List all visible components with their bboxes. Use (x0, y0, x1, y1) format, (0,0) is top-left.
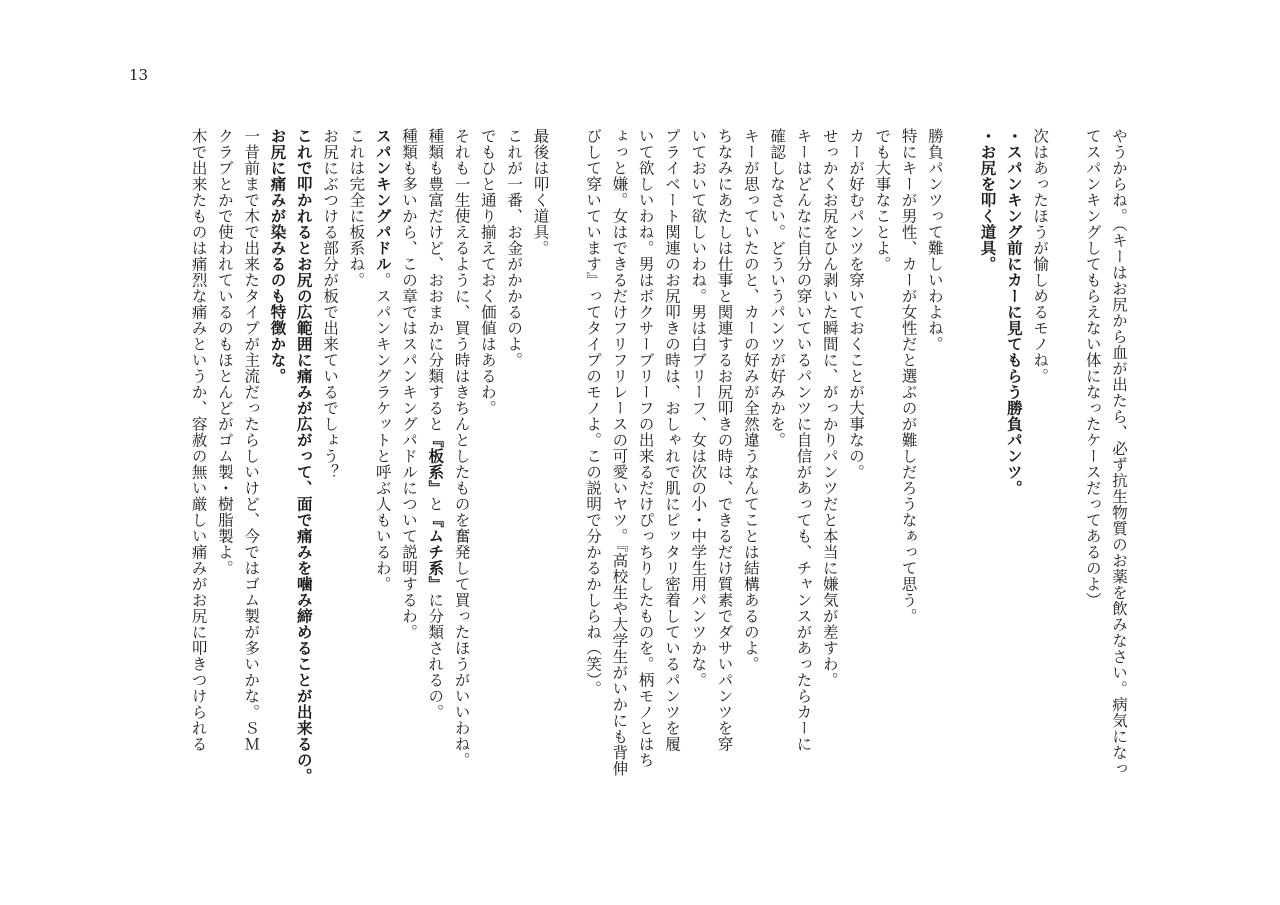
text-line: 次はあったほうが愉しめるモノね。 (1031, 128, 1050, 384)
text-line: プライベート関連のお尻叩きの時は、おしゃれで肌にピッタリ密着しているパンツを履 (662, 128, 681, 752)
text-line: ・スパンキング前にカーに見てもらう勝負パンツ。 (1004, 128, 1024, 496)
text-line: 種類も豊富だけど、おおまかに分類すると『板系』と『ムチ系』に分類されるの。 (426, 128, 446, 720)
text-line: 特にキーが男性、カーが女性だと選ぶのが難しだろうなぁって思う。 (899, 128, 918, 624)
vertical-body-text (185, 128, 1132, 784)
text-line: カーが好むパンツを穿いておくことが大事なの。 (847, 128, 866, 480)
text-line: 最後は叩く道具。 (531, 128, 550, 256)
text-line (1053, 128, 1079, 778)
text-line: びして穿いています』ってタイプのモノよ。この説明で分かるかしらね（笑）。 (584, 128, 603, 697)
text-line: でもひと通り揃えておく価値はあるわ。 (478, 128, 497, 416)
text-line: これで叩かれるとお尻の広範囲に痛みが広がって、面で痛みを噛み締めることが出来るの。 (294, 128, 314, 784)
text-line: スパンキングパドル。スパンキングラケットと呼ぶ人もいるわ。 (373, 128, 393, 592)
text-line: それも一生使えるように、買う時はきちんとしたものを奮発して買ったほうがいいわね。 (452, 128, 471, 768)
text-line: いておいて欲しいわね。男は白ブリーフ、女は次の小・中学生用パンツかな。 (689, 128, 708, 688)
text-line: てスパンキングしてもらえない体になったケースだってあるのよ） (1083, 128, 1102, 608)
text-line: いて欲しいわね。男はボクサーブリーフの出来るだけぴっちりしたものを。柄モノとはち (636, 128, 655, 768)
text-line: 種類も多いから、この章ではスパンキングパドルについて説明するわ。 (399, 128, 418, 640)
text-line (948, 128, 974, 778)
text-line: でも大事なことよ。 (873, 128, 892, 272)
text-line: キーはどんなに自分の穿いているパンツに自信があっても、チャンスがあったらカーに (794, 128, 813, 752)
text-line (553, 128, 579, 778)
text-line: 確認しなさい。どういうパンツが好みかを。 (768, 128, 787, 448)
text-line: ょっと嫌。女はできるだけフリフリレースの可愛いヤツ。『高校生や大学生がいかにも背伸 (610, 128, 629, 777)
text-line: お尻に痛みが染みるのも特徴かな。 (268, 128, 288, 384)
text-line: 木で出来たものは痛烈な痛みというか、容赦の無い厳しい痛みがお尻に叩きつけられる (189, 128, 208, 752)
text-line: やうからね。（キーはお尻から血が出たら、必ず抗生物質のお薬を飲みなさい。病気になっ (1110, 128, 1128, 777)
text-line: 勝負パンツって難しいわよね。 (925, 128, 944, 352)
text-line: これが一番、お金がかかるのよ。 (505, 128, 524, 368)
text-line: キーが思っていたのと、カーの好みが全然違うなんてことは結構あるのよ。 (741, 128, 760, 672)
text-line: せっかくお尻をひん剥いた瞬間に、がっかりパンツだと本当に嫌気が差すわ。 (820, 128, 839, 688)
text-line: 一昔前まで木で出来たタイプが主流だったらしいけど、今ではゴム製が多いかな。ＳＭ (242, 128, 261, 752)
text-line: ちなみにあたしは仕事と関連するお尻叩きの時は、できるだけ質素でダサいパンツを穿 (715, 128, 734, 752)
text-line: ・お尻を叩く道具。 (978, 128, 998, 272)
text-line: クラブとかで使われているのもほとんどがゴム製・樹脂製よ。 (215, 128, 234, 576)
text-line: これは完全に板系ね。 (347, 128, 366, 288)
page-number: 13 (129, 66, 149, 84)
text-line: お尻にぶつける部分が板で出来ているでしょう？ (321, 128, 340, 480)
